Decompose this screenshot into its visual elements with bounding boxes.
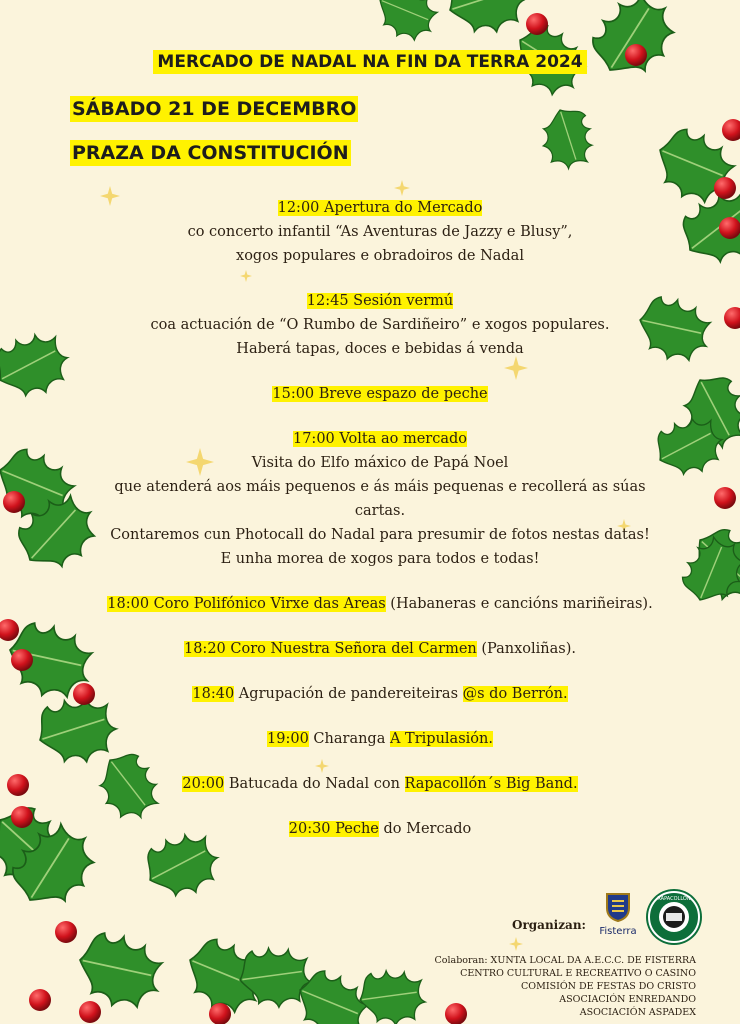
program-line: Visita do Elfo máxico de Papá Noel (251, 455, 509, 471)
event-place: PRAZA DA CONSTITUCIÓN (72, 142, 349, 164)
program-time: 17:00 Volta ao mercado (292, 431, 467, 447)
logo-text: RAPACOLLÓN (657, 896, 691, 902)
berry (719, 217, 740, 239)
program-line: (Panxoliñas). (476, 641, 576, 657)
holly-leaf (534, 102, 601, 174)
program-time: 12:45 Sesión vermú (306, 293, 454, 309)
program-line: coa actuación de “O Rumbo de Sardiñeiro” e xogos populares. (150, 317, 610, 333)
holly-leaf (235, 942, 314, 1013)
berry (11, 649, 33, 671)
berry (209, 1003, 231, 1024)
berry (7, 774, 29, 796)
berry (29, 989, 51, 1011)
berry (55, 921, 77, 943)
program-time: 20:00 (182, 776, 225, 792)
program-line: cartas. (354, 503, 406, 519)
concello-fisterra-logo (596, 892, 640, 944)
event-title: MERCADO DE NADAL NA FIN DA TERRA 2024 (0, 52, 740, 72)
program-line: Charanga (308, 731, 390, 747)
shield-icon (605, 892, 631, 922)
berry (0, 619, 19, 641)
berry (526, 13, 548, 35)
program-highlight: Rapacollón´s Big Band. (404, 776, 578, 792)
berry (714, 177, 736, 199)
program-time: 20:30 Peche (288, 821, 379, 837)
logo-wordmark: Fisterra (599, 926, 637, 937)
program-line: Batucada do Nadal con (224, 776, 405, 792)
program-line: xogos populares e obradoiros de Nadal (236, 248, 524, 264)
program-highlight: A Tripulasión. (389, 731, 493, 747)
program-line: co concerto infantil “As Aventuras de Jazzy e Blusy”, (187, 224, 573, 240)
event-date: SÁBADO 21 DE DECEMBRO (72, 98, 357, 120)
program-time: 18:00 Coro Polifónico Virxe das Areas (107, 596, 386, 612)
program-line: Haberá tapas, doces e bebidas á venda (236, 341, 524, 357)
berry (79, 1001, 101, 1023)
collaborator: ASOCIACIÓN ENREDANDO (559, 994, 696, 1005)
collaborators (435, 954, 696, 1019)
berry (722, 119, 740, 141)
holly-leaf (356, 965, 428, 1024)
badge-icon (650, 893, 698, 941)
program-time: 19:00 (267, 731, 309, 747)
program-time: 12:00 Apertura do Mercado (277, 200, 483, 216)
berry (714, 487, 736, 509)
berry (3, 491, 25, 513)
holly-leaf (370, 0, 442, 46)
program (60, 196, 700, 841)
star-sparkle (509, 937, 523, 951)
program-time: 18:40 (192, 686, 235, 702)
collaborator: COMISIÓN DE FESTAS DO CRISTO (521, 981, 696, 992)
berry (11, 806, 33, 828)
program-time: 15:00 Breve espazo de peche (272, 386, 488, 402)
program-line: Contaremos cun Photocall do Nadal para presumir de fotos nestas datas! (110, 527, 650, 543)
program-highlight: @s do Berrón. (462, 686, 568, 702)
berry (724, 307, 740, 329)
rapacollon-logo (648, 891, 700, 943)
holly-leaf (73, 930, 165, 1013)
collaborator: Colaboran: XUNTA LOCAL DA A.E.C.C. DE FISTERRA (434, 955, 696, 966)
program-time: 18:20 Coro Nuestra Señora del Carmen (183, 641, 477, 657)
holly-leaf (440, 0, 533, 44)
collaborator: ASOCIACIÓN ASPADEX (579, 1007, 696, 1018)
star-sparkle (394, 180, 410, 196)
organizers-label: Organizan: (512, 918, 586, 932)
program-line: que atenderá aos máis pequenos e ás máis pequenas e recollerá as súas (114, 479, 646, 495)
program-line: E unha morea de xogos para todos e todas! (220, 551, 540, 567)
program-line: (Habaneras e cancións mariñeiras). (385, 596, 653, 612)
program-line: do Mercado (378, 821, 472, 837)
collaborator: CENTRO CULTURAL E RECREATIVO O CASINO (460, 968, 696, 979)
program-line: Agrupación de pandereiteiras (234, 686, 463, 702)
